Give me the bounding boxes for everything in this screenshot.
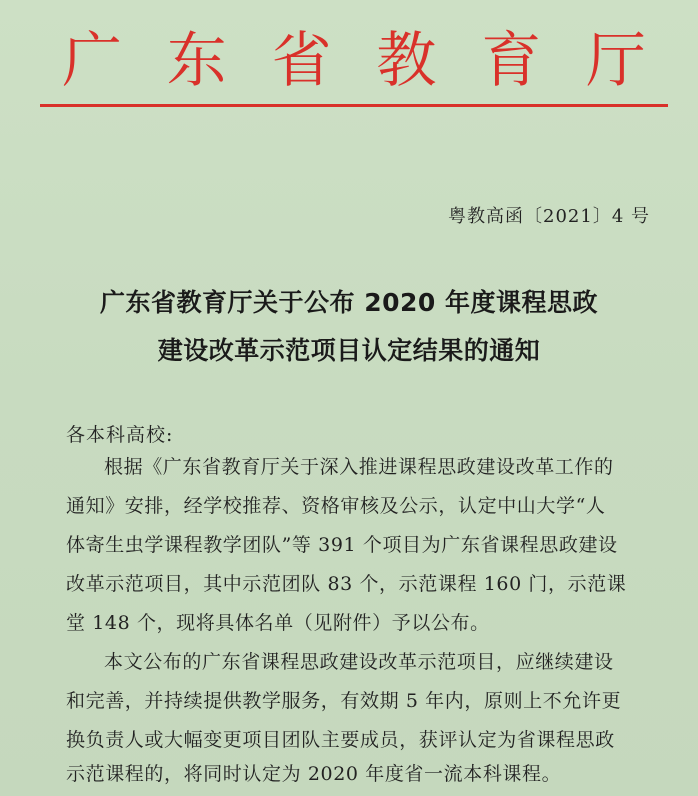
paragraph-2-line: 示范课程的，将同时认定为 2020 年度省一流本科课程。 (66, 763, 562, 785)
letterhead-char: 教 (376, 26, 437, 96)
letterhead-char: 广 (62, 26, 122, 96)
letterhead-char: 育 (481, 26, 542, 96)
paragraph-2-line: 换负责人或大幅变更项目团队主要成员，获评认定为省课程思政 (66, 729, 615, 751)
paragraph-1-line: 根据《广东省教育厅关于深入推进课程思政建设改革工作的 (104, 456, 614, 478)
document-title-line-1: 广东省教育厅关于公布 2020 年度课程思政 (100, 288, 598, 317)
paragraph-2-line: 和完善，并持续提供教学服务，有效期 5 年内，原则上不允许更 (66, 690, 622, 712)
salutation: 各本科高校: (66, 424, 174, 446)
document-number: 粤教高函〔2021〕4 号 (448, 206, 650, 227)
document-title-line-2: 建设改革示范项目认定结果的通知 (157, 336, 541, 365)
letterhead-char: 省 (271, 26, 332, 96)
letterhead-char: 东 (166, 26, 227, 96)
paragraph-2-line: 本文公布的广东省课程思政建设改革示范项目，应继续建设 (104, 651, 614, 673)
letterhead (40, 22, 668, 100)
paragraph-1-line: 通知》安排，经学校推荐、资格审核及公示，认定中山大学“人 (66, 495, 606, 517)
paragraph-1-line: 改革示范项目，其中示范团队 83 个，示范课程 160 门，示范课 (66, 573, 627, 595)
letterhead-char: 厅 (585, 26, 646, 96)
letterhead-rule (40, 104, 668, 107)
paragraph-1-line: 堂 148 个，现将具体名单（见附件）予以公布。 (66, 612, 490, 634)
paragraph-1-line: 体寄生虫学课程教学团队”等 391 个项目为广东省课程思政建设 (66, 534, 618, 556)
